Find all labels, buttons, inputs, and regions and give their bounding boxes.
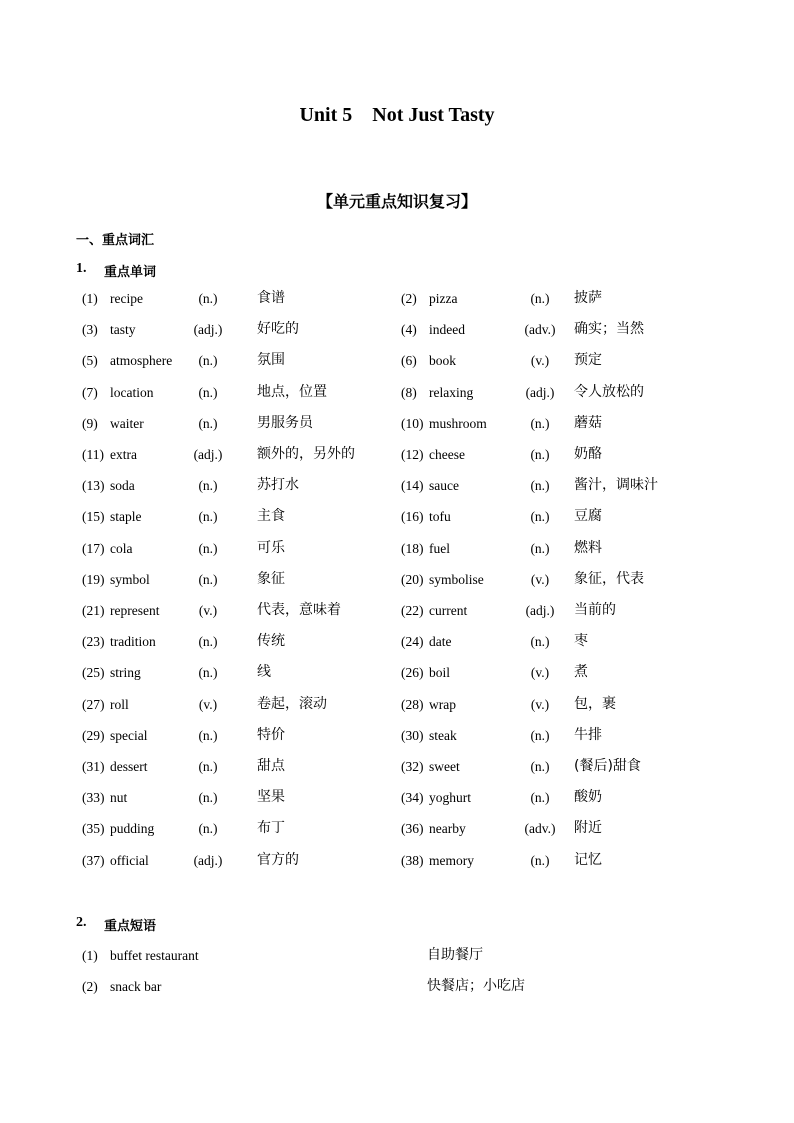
vocab-number: (26)	[401, 665, 424, 681]
vocab-meaning: 披萨	[574, 290, 602, 306]
vocab-number: (13)	[82, 478, 105, 494]
vocab-number: (1)	[82, 291, 98, 306]
vocab-word: official	[110, 852, 149, 868]
vocab-row	[0, 813, 794, 844]
vocab-number: (12)	[401, 447, 424, 462]
vocab-number: (6)	[401, 353, 417, 369]
vocab-word: nearby	[429, 821, 466, 837]
vocab-number: (24)	[401, 634, 424, 650]
vocab-number: (31)	[82, 759, 105, 774]
vocab-word: cheese	[429, 447, 465, 462]
vocab-word: wrap	[429, 696, 456, 712]
phrase-number: (2)	[82, 979, 98, 994]
vocab-number: (33)	[82, 790, 105, 806]
vocab-meaning: 包，裹	[574, 695, 616, 712]
vocab-pos: (n.)	[198, 727, 218, 743]
vocab-word: waiter	[110, 415, 144, 431]
vocab-meaning: 酸奶	[574, 789, 602, 806]
vocab-number: (37)	[82, 852, 105, 868]
vocab-pos: (n.)	[198, 478, 218, 494]
vocab-meaning: 主食	[257, 508, 285, 525]
vocab-meaning: 煮	[574, 664, 588, 681]
vocab-pos: (n.)	[198, 540, 218, 556]
vocab-word: string	[110, 665, 141, 681]
sub-heading-phrases	[76, 915, 156, 934]
vocab-word: relaxing	[429, 384, 474, 400]
vocab-pos: (n.)	[530, 634, 550, 650]
vocab-number: (16)	[401, 509, 424, 525]
vocab-pos: (adj.)	[525, 384, 555, 400]
vocab-pos: (n.)	[198, 665, 218, 681]
phrase-row	[0, 971, 794, 1002]
vocab-row	[0, 657, 794, 688]
phrase-text: buffet restaurant	[110, 948, 199, 963]
vocab-row	[0, 439, 794, 470]
vocab-word: sauce	[429, 478, 459, 494]
vocab-number: (28)	[401, 696, 424, 712]
vocab-meaning: 坚果	[257, 789, 285, 806]
vocab-number: (2)	[401, 291, 417, 306]
vocab-pos: (n.)	[530, 759, 550, 774]
vocab-word: location	[110, 384, 154, 400]
vocab-pos: (n.)	[198, 509, 218, 525]
vocab-number: (25)	[82, 665, 105, 681]
vocab-number: (34)	[401, 790, 424, 806]
vocab-number: (5)	[82, 353, 98, 369]
phrase-text: snack bar	[110, 979, 162, 994]
vocab-meaning: 枣	[574, 633, 588, 650]
vocab-word: steak	[429, 727, 457, 743]
vocab-number: (8)	[401, 384, 417, 400]
vocab-row	[0, 689, 794, 720]
vocab-meaning: 象征，代表	[574, 570, 644, 587]
vocab-pos: (n.)	[530, 478, 550, 494]
vocab-number: (18)	[401, 540, 424, 556]
vocab-row	[0, 377, 794, 408]
vocab-number: (19)	[82, 571, 105, 587]
vocab-row	[0, 408, 794, 439]
vocab-meaning: 卷起，滚动	[257, 695, 327, 712]
vocab-word: staple	[110, 509, 142, 525]
vocab-number: (7)	[82, 384, 98, 400]
vocab-word: symbol	[110, 571, 150, 587]
vocab-pos: (adv.)	[524, 322, 556, 338]
vocab-meaning: 布丁	[257, 820, 285, 837]
vocab-row	[0, 564, 794, 595]
vocab-number: (9)	[82, 415, 98, 431]
vocab-row	[0, 470, 794, 501]
vocab-number: (38)	[401, 852, 424, 868]
vocab-meaning: 酱汁，调味汁	[574, 477, 658, 494]
vocab-number: (22)	[401, 603, 424, 618]
vocab-row	[0, 845, 794, 876]
vocab-word: pudding	[110, 821, 155, 837]
vocab-word: tasty	[110, 322, 136, 338]
vocab-pos: (n.)	[198, 353, 218, 369]
vocab-meaning: 传统	[257, 633, 285, 650]
vocab-meaning: 代表，意味着	[257, 602, 341, 618]
vocab-row	[0, 533, 794, 564]
vocab-number: (32)	[401, 759, 424, 774]
vocab-word: tradition	[110, 634, 156, 650]
vocab-pos: (n.)	[198, 415, 218, 431]
vocab-number: (30)	[401, 727, 424, 743]
vocab-row	[0, 626, 794, 657]
vocab-number: (27)	[82, 696, 105, 712]
vocab-meaning: 燃料	[574, 539, 602, 556]
vocab-meaning: 甜点	[257, 758, 285, 774]
vocab-meaning: 男服务员	[257, 414, 313, 431]
vocab-pos: (n.)	[198, 634, 218, 650]
vocab-word: tofu	[429, 509, 451, 525]
vocab-meaning: 令人放松的	[574, 383, 644, 400]
vocab-word: extra	[110, 447, 137, 462]
phrase-meaning: 快餐店；小吃店	[427, 978, 525, 994]
vocab-word: recipe	[110, 291, 143, 306]
vocab-word: special	[110, 727, 148, 743]
vocab-meaning: 象征	[257, 570, 285, 587]
vocab-meaning: 额外的，另外的	[257, 446, 355, 462]
vocab-number: (14)	[401, 478, 424, 494]
vocab-pos: (n.)	[530, 447, 550, 462]
phrase-number: (1)	[82, 948, 98, 963]
vocab-word: memory	[429, 852, 474, 868]
vocab-word: boil	[429, 665, 451, 681]
vocab-pos: (v.)	[198, 696, 218, 712]
vocab-number: (36)	[401, 821, 424, 837]
vocab-meaning: 地点，位置	[257, 383, 327, 400]
vocab-meaning: 好吃的	[257, 321, 299, 338]
vocab-word: roll	[110, 696, 129, 712]
sub-heading-words	[76, 261, 156, 280]
vocab-word: pizza	[429, 291, 458, 306]
vocab-word: current	[429, 603, 468, 618]
vocab-word: indeed	[429, 322, 465, 338]
vocab-pos: (adj.)	[193, 852, 223, 868]
sub-heading-number: 2.	[76, 915, 87, 930]
vocab-pos: (n.)	[530, 415, 550, 431]
sub-heading-label: 重点短语	[104, 919, 157, 934]
vocab-number: (20)	[401, 571, 424, 587]
vocab-number: (21)	[82, 603, 105, 618]
vocab-pos: (v.)	[198, 603, 218, 618]
vocab-row	[0, 720, 794, 751]
vocab-number: (10)	[401, 415, 424, 431]
vocab-pos: (n.)	[530, 291, 550, 306]
vocab-meaning: 官方的	[257, 851, 299, 868]
vocab-meaning: 奶酪	[574, 446, 602, 462]
phrase-meaning: 自助餐厅	[427, 947, 483, 963]
vocab-pos: (v.)	[530, 571, 550, 587]
vocab-pos: (v.)	[530, 665, 550, 681]
vocab-meaning: 线	[257, 664, 271, 681]
vocab-pos: (adj.)	[525, 603, 555, 618]
vocab-number: (15)	[82, 509, 105, 525]
vocab-meaning: 牛排	[574, 726, 602, 743]
vocab-meaning: 附近	[574, 820, 602, 837]
vocab-meaning: 可乐	[257, 539, 285, 556]
section-subtitle: 【单元重点知识复习】	[316, 192, 477, 211]
vocab-row	[0, 501, 794, 532]
vocab-pos: (adj.)	[193, 322, 223, 338]
vocab-row	[0, 782, 794, 813]
vocab-pos: (n.)	[198, 821, 218, 837]
vocab-pos: (n.)	[198, 291, 218, 306]
vocab-row	[0, 314, 794, 345]
vocab-pos: (n.)	[198, 759, 218, 774]
vocab-number: (35)	[82, 821, 105, 837]
vocab-meaning: 确实；当然	[574, 321, 644, 338]
section-heading-vocabulary: 一、重点词汇	[76, 233, 155, 248]
phrase-row	[0, 940, 794, 971]
vocab-row	[0, 283, 794, 314]
vocab-word: atmosphere	[110, 353, 173, 369]
vocab-word: mushroom	[429, 415, 487, 431]
vocab-pos: (n.)	[530, 790, 550, 806]
vocab-meaning: 苏打水	[257, 477, 299, 494]
vocab-word: symbolise	[429, 571, 484, 587]
vocab-number: (23)	[82, 634, 105, 650]
vocab-meaning: 预定	[574, 352, 602, 369]
vocab-word: represent	[110, 603, 160, 618]
vocab-pos: (v.)	[530, 353, 550, 369]
vocab-word: soda	[110, 478, 135, 494]
vocab-meaning: 蘑菇	[574, 414, 602, 431]
document-title: Unit 5 Not Just Tasty	[299, 104, 495, 126]
vocab-pos: (adv.)	[524, 821, 556, 837]
vocab-pos: (n.)	[530, 727, 550, 743]
vocab-pos: (n.)	[530, 509, 550, 525]
sub-heading-label: 重点单词	[104, 265, 157, 280]
vocab-number: (3)	[82, 322, 98, 338]
vocab-meaning: 记忆	[574, 851, 602, 868]
vocab-pos: (n.)	[198, 384, 218, 400]
vocab-meaning: 当前的	[574, 602, 616, 618]
vocab-number: (11)	[82, 447, 104, 462]
vocab-word: nut	[110, 790, 128, 806]
sub-heading-number: 1.	[76, 261, 87, 276]
vocab-word: sweet	[429, 759, 460, 774]
vocab-pos: (n.)	[198, 571, 218, 587]
vocab-pos: (n.)	[530, 540, 550, 556]
vocab-row	[0, 595, 794, 626]
vocab-word: cola	[110, 540, 133, 556]
vocab-word: yoghurt	[429, 790, 471, 806]
vocab-word: book	[429, 353, 456, 369]
vocab-number: (17)	[82, 540, 105, 556]
vocab-pos: (n.)	[530, 852, 550, 868]
vocab-word: dessert	[110, 759, 148, 774]
vocab-meaning: 豆腐	[574, 508, 602, 525]
vocab-row	[0, 345, 794, 376]
vocab-number: (29)	[82, 727, 105, 743]
vocab-meaning: 特价	[257, 726, 285, 743]
vocab-meaning: 氛围	[257, 352, 285, 369]
vocab-pos: (v.)	[530, 696, 550, 712]
vocab-word: date	[429, 634, 452, 650]
vocab-pos: (adj.)	[193, 447, 223, 462]
vocab-meaning: 食谱	[257, 290, 285, 306]
vocab-number: (4)	[401, 322, 417, 338]
vocab-word: fuel	[429, 540, 450, 556]
vocab-pos: (n.)	[198, 790, 218, 806]
vocab-meaning: (餐后)甜食	[574, 758, 641, 774]
vocab-row	[0, 751, 794, 782]
